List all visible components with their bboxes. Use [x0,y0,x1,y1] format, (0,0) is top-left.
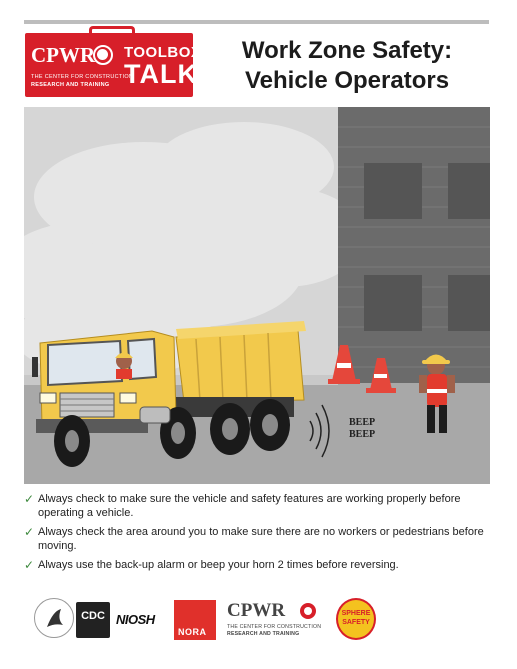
logo-subtitle-2: RESEARCH AND TRAINING [31,82,110,88]
logo-brand: CPWR [31,43,96,67]
page-title [212,36,482,96]
cpwr-subtitle-1: THE CENTER FOR CONSTRUCTION [227,624,322,630]
cpwr-circle-icon [300,603,316,619]
checkmark-icon: ✓ [24,492,35,506]
toolbox-handle-icon [89,26,135,36]
list-item [24,492,494,520]
niosh-logo: NIOSH [116,612,155,627]
tip-text: Always use the back-up alarm or beep your horn 2 times before reversing. [38,559,399,571]
nora-text: NORA [178,627,207,637]
toolbox-talk-logo [25,33,202,97]
nora-logo [174,600,216,640]
checkmark-icon: ✓ [24,558,35,572]
beep-text-1: BEEP [349,417,376,428]
logo-toolbox: TOOLBOX [124,44,202,61]
title-line-2: Vehicle Operators [244,67,450,94]
tip-text: Always check to make sure the vehicle and safety features are working properly before operating a vehicle. [38,493,461,519]
safety-tips-list [24,492,494,577]
hhs-seal-icon [34,598,74,638]
sphere-of-safety-logo [336,598,376,640]
logo-subtitle-1: THE CENTER FOR CONSTRUCTION [31,74,134,80]
sphere-text-1: SPHERE [341,610,371,617]
cpwr-name: CPWR [227,600,286,621]
cpwr-circle-icon [93,45,113,65]
cpwr-logo [227,600,327,640]
partner-logos [24,596,490,644]
dump-truck-icon [32,321,306,467]
cdc-text: CDC [81,610,105,622]
sphere-text-2: SAFETY [342,619,370,626]
work-zone-illustration [24,107,490,484]
cdc-logo [76,602,110,638]
logo-talk: TALK [124,59,198,89]
top-rule [24,20,489,24]
checkmark-icon: ✓ [24,525,35,539]
list-item [24,525,494,553]
list-item [24,558,494,572]
cpwr-subtitle-2: RESEARCH AND TRAINING [227,631,300,637]
tip-text: Always check the area around you to make sure there are no workers or pedestrians before moving. [38,526,484,552]
beep-text-2: BEEP [349,429,376,440]
title-line-1: Work Zone Safety: [241,37,453,64]
building-icon [338,107,490,383]
